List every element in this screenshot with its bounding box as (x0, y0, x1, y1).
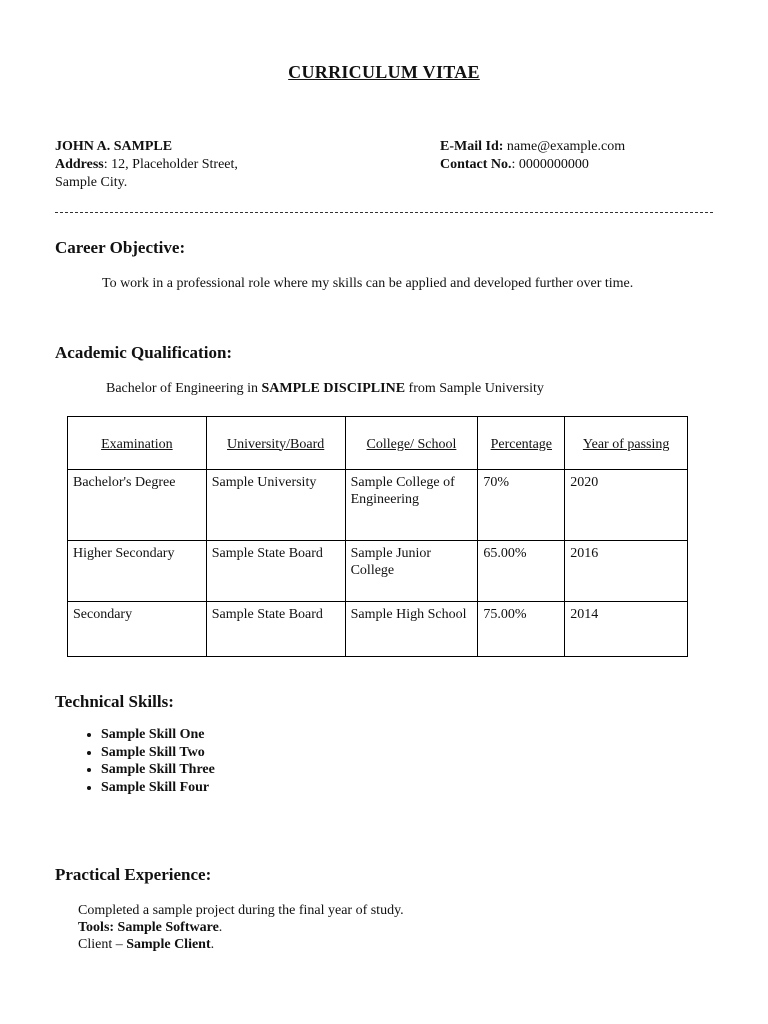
contact-right-block (440, 138, 625, 174)
email-value: name@example.com (503, 139, 626, 154)
percentage-cell: 75.00% (478, 602, 565, 657)
year-cell: 2016 (565, 541, 688, 602)
address-value: : 12, Placeholder Street, (103, 157, 238, 172)
client-name: Sample Client (126, 937, 211, 952)
college-cell: Sample High School (345, 602, 478, 657)
degree-summary-prefix: Bachelor of Engineering in (106, 381, 262, 396)
column-header: Examination (68, 417, 207, 470)
address-line-1 (55, 156, 238, 174)
email-line (440, 138, 625, 156)
column-header: Percentage (478, 417, 565, 470)
experience-text (78, 902, 404, 953)
phone-value: : 0000000000 (511, 157, 589, 172)
list-item: • Sample Skill One (101, 726, 215, 744)
column-header: Year of passing (565, 417, 688, 470)
list-item: • Sample Skill Three (101, 761, 215, 779)
address-label: Address (55, 157, 104, 172)
skills-list (55, 726, 215, 796)
candidate-name: JOHN A. SAMPLE (55, 139, 173, 154)
percentage-cell: 70% (478, 470, 565, 541)
college-cell: Sample Junior College (345, 541, 478, 602)
practical-experience-heading: Practical Experience: (55, 865, 212, 884)
year-cell: 2020 (565, 470, 688, 541)
exam-cell: Bachelor's Degree (68, 470, 207, 541)
document-title: CURRICULUM VITAE (288, 62, 480, 82)
column-header: College/ School (345, 417, 478, 470)
academic-qualification-heading: Academic Qualification: (55, 343, 233, 362)
email-label: E-Mail Id: (440, 139, 504, 154)
career-objective-text: To work in a professional role where my skills can be applied and developed further over time. (102, 276, 634, 291)
college-cell: Sample College of Engineering (345, 470, 478, 541)
client-separator: – (112, 937, 127, 952)
table-header-row (68, 417, 688, 470)
experience-line-1: Completed a sample project during the final year of study. (78, 903, 404, 918)
client-label: Client (78, 937, 113, 952)
table-row (68, 602, 688, 657)
technical-skills-heading: Technical Skills: (55, 692, 174, 711)
phone-label: Contact No. (440, 157, 512, 172)
education-table (67, 416, 688, 657)
table-row (68, 470, 688, 541)
address-line-2: Sample City. (55, 175, 128, 190)
experience-tools-suffix: . (218, 920, 223, 935)
board-cell: Sample State Board (206, 541, 345, 602)
year-cell: 2014 (565, 602, 688, 657)
exam-cell: Secondary (68, 602, 207, 657)
column-header: University/Board (206, 417, 345, 470)
client-suffix: . (210, 937, 215, 952)
phone-line (440, 156, 625, 174)
contact-left-block (55, 138, 238, 192)
degree-summary-discipline: SAMPLE DISCIPLINE (261, 381, 406, 396)
percentage-cell: 65.00% (478, 541, 565, 602)
exam-cell: Higher Secondary (68, 541, 207, 602)
experience-tools: Tools: Sample Software (78, 920, 219, 935)
experience-line-2 (78, 919, 404, 936)
career-objective-heading: Career Objective: (55, 238, 186, 257)
degree-summary (106, 381, 544, 397)
list-item: • Sample Skill Two (101, 744, 215, 762)
board-cell: Sample University (206, 470, 345, 541)
client-line (78, 936, 404, 953)
board-cell: Sample State Board (206, 602, 345, 657)
table-row (68, 541, 688, 602)
dashed-divider (55, 212, 713, 213)
degree-summary-suffix: from Sample University (405, 381, 544, 396)
list-item: • Sample Skill Four (101, 779, 215, 797)
